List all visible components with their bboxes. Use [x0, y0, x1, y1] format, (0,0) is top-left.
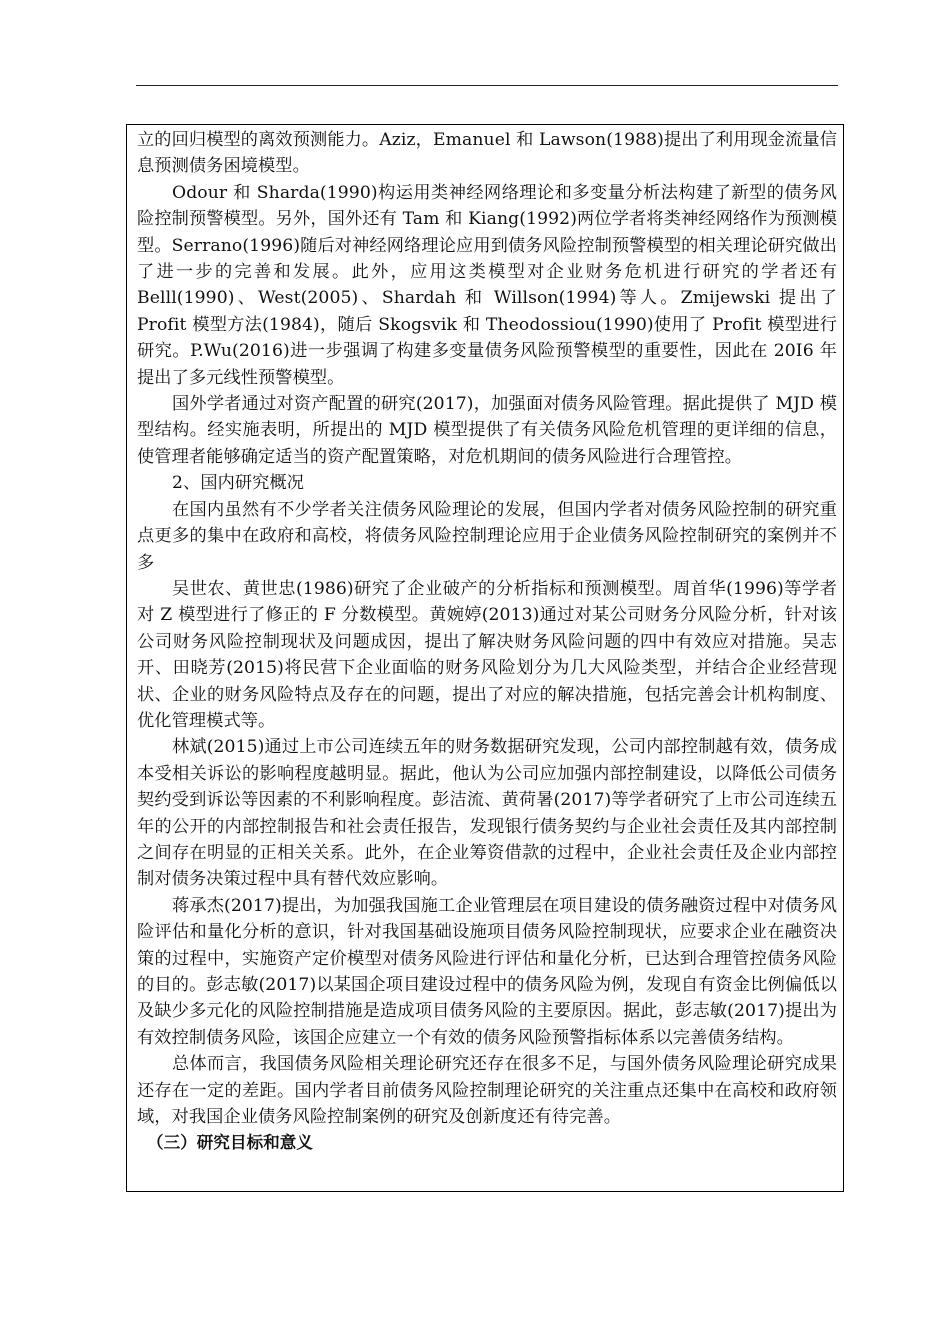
paragraph-construction-debt: 蒋承杰(2017)提出，为加强我国施工企业管理层在项目建设的债务融资过程中对债务风险评估和量化分析的意识，针对我国基础设施项目债务风险控制现状，应要求企业在融资决策的过程中，实施资产定价模型对债务风险进行评估和量化分析，已达到合理管控债务风险的目的。彭志敏(2017)以某国企项目建设过程中的债务风险为例，发现自有资金比例偏低以及缺少多元化的风险控制措施是造成项目债务风险的主要原因。据此，彭志敏(2017)提出为有效控制债务风险，该国企应建立一个有效的债务风险预警指标体系以完善债务结构。 [137, 895, 837, 1048]
paragraph-asset-allocation: 国外学者通过对资产配置的研究(2017)，加强面对债务风险管理。据此提供了 MJD 模型结构。经实施表明，所提出的 MJD 模型提供了有关债务风险危机管理的更详细的信息，使管理者能够确定适当的资产配置策略，对危机期间的债务风险进行合理管控。 [137, 394, 837, 467]
paragraph-continuation: 立的回归模型的离效预测能力。Aziz，Emanuel 和 Lawson(1988)提出了利用现金流量信息预测债务困境模型。 [137, 130, 837, 177]
section-heading: （三）研究目标和意义 [147, 1133, 313, 1153]
document-body [137, 127, 837, 1157]
paragraph-internal-control: 林斌(2015)通过上市公司连续五年的财务数据研究发现，公司内部控制越有效，债务成本受相关诉讼的影响程度越明显。据此，他认为公司应加强内部控制建设，以降低公司债务契约受到诉讼等因素的不利影响程度。彭洁流、黄荷暑(2017)等学者研究了上市公司连续五年的公开的内部控制报告和社会责任报告，发现银行债务契约与企业社会责任及其内部控制之间存在明显的正相关关系。此外，在企业筹资借款的过程中，企业社会责任及企业内部控制对债务决策过程中具有替代效应影响。 [137, 737, 837, 890]
paragraph-neural-network-models: Odour 和 Sharda(1990)构运用类神经网络理论和多变量分析法构建了新型的债务风险控制预警模型。另外，国外还有 Tam 和 Kiang(1992)两位学者将类神经网络作为预测模型。Serrano(1996)随后对神经网络理论应用到债务风险控制预警模型的相关理论研究做出了进一步的完善和发展。此外，应用这类模型对企业财务危机进行研究的学者还有 Belll(1990)、West(2005)、Shardah 和 Willson(1994)等人。Zmijewski 提出了 Profit 模型方法(1984)，随后 Skogsvik 和 Theodossiou(1990)使用了 Profit 模型进行研究。P.Wu(2016)进一步强调了构建多变量债务风险预警模型的重要性，因此在 20I6 年提出了多元线性预警模型。 [137, 182, 837, 388]
paragraph-domestic-models: 吴世农、黄世忠(1986)研究了企业破产的分析指标和预测模型。周首华(1996)等学者对 Z 模型进行了修正的 F 分数模型。黄婉婷(2013)通过对某公司财务分风险分析，针对该公司财务风险控制现状及问题成因，提出了解决财务风险问题的四中有效应对措施。吴志开、田晓芳(2015)将民营下企业面临的财务风险划分为几大风险类型，并结合企业经营现状、企业的财务风险特点及存在的问题，提出了对应的解决措施，包括完善会计机构制度、优化管理模式等。 [137, 578, 837, 731]
subheading-domestic-research: 2、国内研究概况 [172, 473, 305, 494]
header-rule [136, 85, 838, 86]
paragraph-domestic-overview: 在国内虽然有不少学者关注债务风险理论的发展，但国内学者对债务风险控制的研究重点更多的集中在政府和高校，将债务风险控制理论应用于企业债务风险控制研究的案例并不多 [137, 499, 837, 573]
paragraph-summary: 总体而言，我国债务风险相关理论研究还存在很多不足，与国外债务风险理论研究成果还存在一定的差距。国内学者目前债务风险控制理论研究的关注重点还集中在高校和政府领域，对我国企业债务风险控制案例的研究及创新度还有待完善。 [137, 1054, 837, 1128]
